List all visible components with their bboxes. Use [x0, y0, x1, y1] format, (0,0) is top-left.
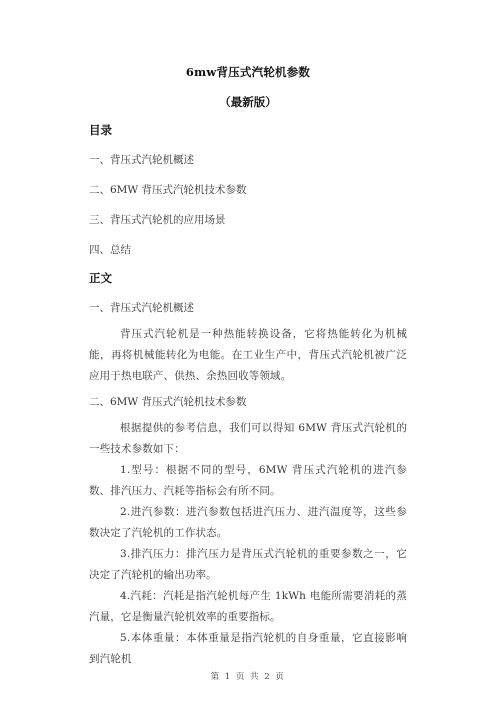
section-heading: 二、6MW 背压式汽轮机技术参数: [89, 396, 247, 408]
paragraph: 背压式汽轮机是一种热能转换设备，它将热能转化为机械能，再将机械能转化为电能。在工业生产中，背压式汽轮机被广泛应用于热电联产、供热、余热回收等领域。: [89, 328, 407, 382]
body-heading: 正文: [89, 271, 112, 285]
document-title: 6mw背压式汽轮机参数: [185, 65, 311, 79]
toc-item: 三、背压式汽轮机的应用场景: [89, 214, 226, 226]
toc-item: 四、总结: [89, 244, 131, 256]
section-heading: 一、背压式汽轮机概述: [89, 302, 194, 314]
document-subtitle: （最新版）: [219, 95, 277, 109]
list-item: 5.本体重量：本体重量是指汽轮机的自身重量，它直接影响到汽轮机: [89, 632, 407, 665]
toc-heading: 目录: [89, 123, 112, 137]
toc-item: 二、6MW 背压式汽轮机技术参数: [89, 184, 247, 196]
list-item: 2.进汽参数：进汽参数包括进汽压力、进汽温度等，这些参数决定了汽轮机的工作状态。: [89, 506, 407, 539]
toc-item: 一、背压式汽轮机概述: [89, 154, 194, 166]
list-item: 3.排汽压力：排汽压力是背压式汽轮机的重要参数之一，它决定了汽轮机的输出功率。: [89, 548, 407, 581]
page-footer: 第 1 页 共 2 页: [210, 672, 286, 682]
list-item: 1.型号：根据不同的型号，6MW 背压式汽轮机的进汽参数、排汽压力、汽耗等指标会有所不同。: [89, 464, 407, 497]
list-item: 4.汽耗：汽耗是指汽轮机每产生 1kWh 电能所需要消耗的蒸汽量，它是衡量汽轮机效率的重要指标。: [89, 590, 407, 623]
paragraph: 根据提供的参考信息，我们可以得知 6MW 背压式汽轮机的一些技术参数如下：: [89, 422, 407, 455]
